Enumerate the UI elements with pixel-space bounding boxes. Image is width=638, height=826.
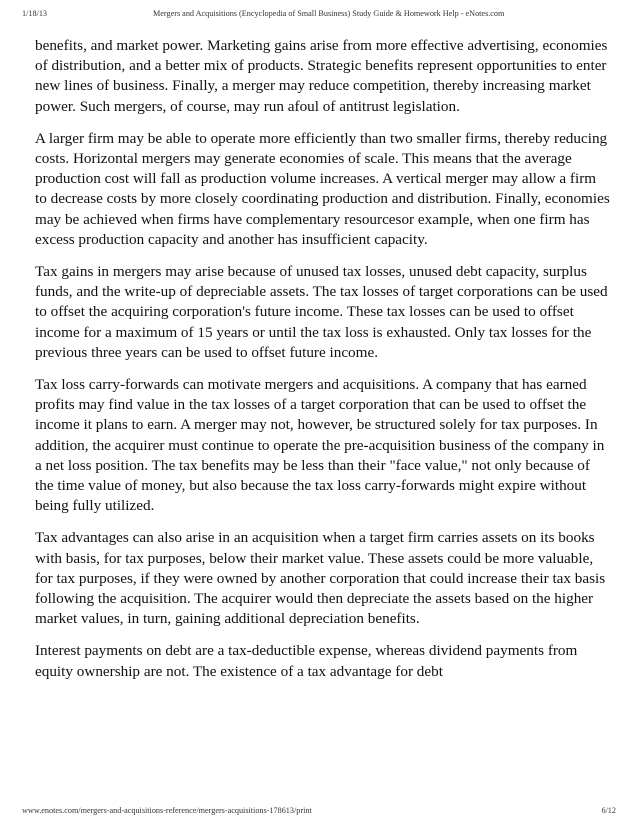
paragraph-5: Tax advantages can also arise in an acquisition when a target firm carries assets on its books with basis, for tax purposes, below their market value. These assets could be more valuable, for tax purposes, if they were owned by another corporation that could increase their tax basis following the acquisition. The acquirer would then depreciate the assets based on the higher market values, in turn, gaining additional depreciation benefits. — [35, 529, 606, 628]
print-date: 1/18/13 — [22, 9, 48, 18]
article-body — [35, 36, 610, 694]
print-url: www.enotes.com/mergers-and-acquisitions-reference/mergers-acquisitions-178613/print — [22, 806, 312, 815]
page-number: 6/12 — [601, 806, 616, 815]
paragraph-2: A larger firm may be able to operate more efficiently than two smaller firms, thereby reducing costs. Horizontal mergers may generate economies of scale. This means that the average production cost will fall as production volume increases. A vertical merger may allow a firm to decrease costs by more closely coordinating production and distribution. Finally, economies may be achieved when firms have complementary resourcesor example, when one firm has excess production capacity and another has insufficient capacity. — [35, 129, 610, 248]
print-page-title: Mergers and Acquisitions (Encyclopedia of Small Business) Study Guide & Homework Help - eNotes.com — [153, 9, 505, 18]
paragraph-4: Tax loss carry-forwards can motivate mergers and acquisitions. A company that has earned profits may find value in the tax losses of a target corporation that can be used to offset the income it plans to earn. A merger may not, however, be structured solely for tax purposes. In addition, the acquirer must continue to operate the pre-acquisition business of the company in a net loss position. The tax benefits may be less than their "face value," not only because of the time value of money, but also because the tax loss carry-forwards might expire without being fully utilized. — [35, 376, 605, 515]
paragraph-3: Tax gains in mergers may arise because of unused tax losses, unused debt capacity, surplus funds, and the write-up of depreciable assets. The tax losses of target corporations can be used to offset the acquiring corporation's future income. These tax losses can be used to offset income for a maximum of 15 years or until the tax loss is exhausted. Only tax losses for the previous three years can be used to offset future income. — [35, 263, 608, 361]
paragraph-6: Interest payments on debt are a tax-deductible expense, whereas dividend payments from equity ownership are not. The existence of a tax advantage for debt — [35, 642, 578, 680]
paragraph-1: benefits, and market power. Marketing gains arise from more effective advertising, economies of distribution, and a better mix of products. Strategic benefits represent opportunities to enter new lines of business. Finally, a merger may reduce competition, thereby increasing market power. Such mergers, of course, may run afoul of antitrust legislation. — [35, 37, 608, 115]
